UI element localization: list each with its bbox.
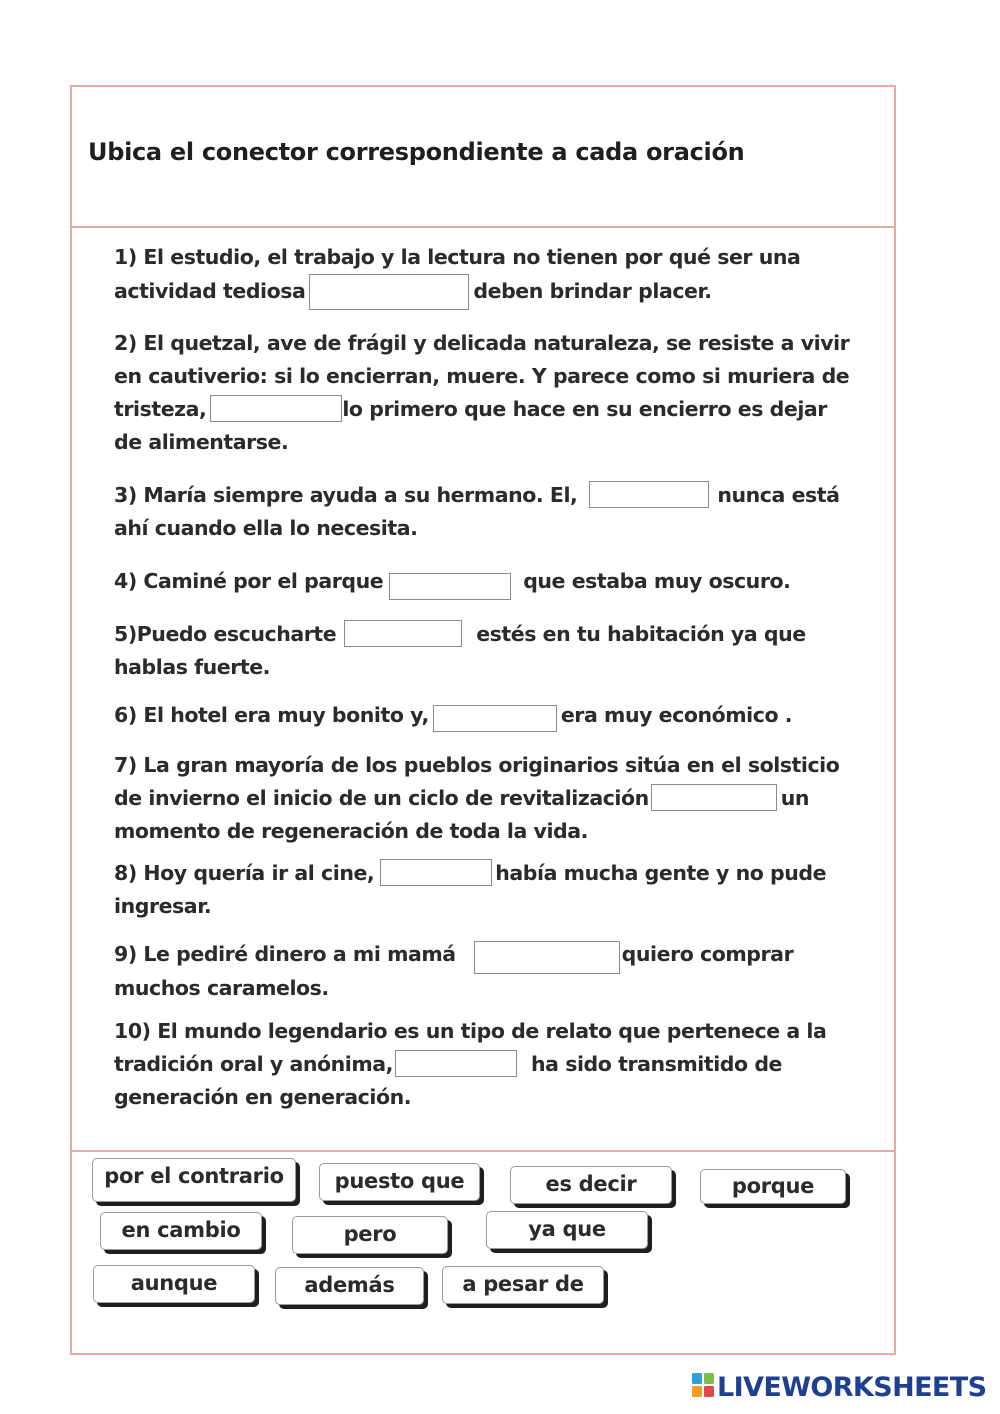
answer-blank-5[interactable] (344, 620, 462, 647)
answer-blank-4[interactable] (389, 573, 511, 600)
option-chip[interactable]: además (275, 1267, 424, 1305)
page-title: Ubica el conector correspondiente a cada oración (88, 138, 745, 166)
options-divider (70, 1150, 896, 1152)
question-8: 8) Hoy quería ir al cine, había mucha gente y no pude ingresar. (114, 857, 889, 923)
question-6: 6) El hotel era muy bonito y, era muy económico . (114, 699, 889, 732)
question-9: 9) Le pediré dinero a mi mamá quiero comprar muchos caramelos. (114, 942, 794, 1000)
question-5: 5)Puedo escucharte estés en tu habitación ya que hablas fuerte. (114, 618, 889, 684)
option-chip[interactable]: por el contrario (92, 1158, 296, 1202)
option-chip[interactable]: pero (292, 1216, 448, 1254)
answer-blank-9[interactable] (474, 941, 620, 974)
question-10: 10) El mundo legendario es un tipo de relato que pertenece a la tradición oral y anónima, ha sido transmitido de generación en generación. (114, 1019, 827, 1109)
title-divider (70, 226, 896, 228)
option-chip[interactable]: porque (700, 1169, 846, 1204)
question-7: 7) La gran mayoría de los pueblos originarios sitúa en el solsticio de invierno el inicio de un ciclo de revitalización un momento de regeneración de toda la vida. (114, 753, 840, 843)
answer-blank-10[interactable] (395, 1050, 517, 1077)
question-3: 3) María siempre ayuda a su hermano. El, nunca está ahí cuando ella lo necesita. (114, 479, 889, 545)
liveworksheets-logo-icon (692, 1373, 714, 1397)
question-4: 4) Caminé por el parque que estaba muy oscuro. (114, 565, 889, 598)
option-chip[interactable]: es decir (510, 1166, 672, 1204)
option-chip[interactable]: aunque (93, 1265, 255, 1303)
option-chip[interactable]: ya que (486, 1211, 648, 1249)
option-chip[interactable]: puesto que (319, 1163, 480, 1201)
answer-blank-2[interactable] (210, 395, 342, 422)
answer-blank-3[interactable] (589, 481, 709, 508)
answer-blank-8[interactable] (380, 859, 492, 886)
question-1: 1) El estudio, el trabajo y la lectura no tienen por qué ser una actividad tediosa deben brindar placer. (114, 241, 889, 310)
question-2: 2) El quetzal, ave de frágil y delicada naturaleza, se resiste a vivir en cautiverio: si lo encierran, muere. Y parece como si muriera de tristeza, lo primero que hace en su encierro es dejar de alimentarse. (114, 331, 850, 454)
answer-blank-6[interactable] (433, 705, 557, 732)
answer-blank-7[interactable] (651, 784, 777, 811)
liveworksheets-logo: LIVEWORKSHEETS (692, 1372, 986, 1406)
option-chip[interactable]: a pesar de (442, 1266, 604, 1304)
option-chip[interactable]: en cambio (100, 1212, 262, 1250)
answer-blank-1[interactable] (309, 274, 469, 310)
